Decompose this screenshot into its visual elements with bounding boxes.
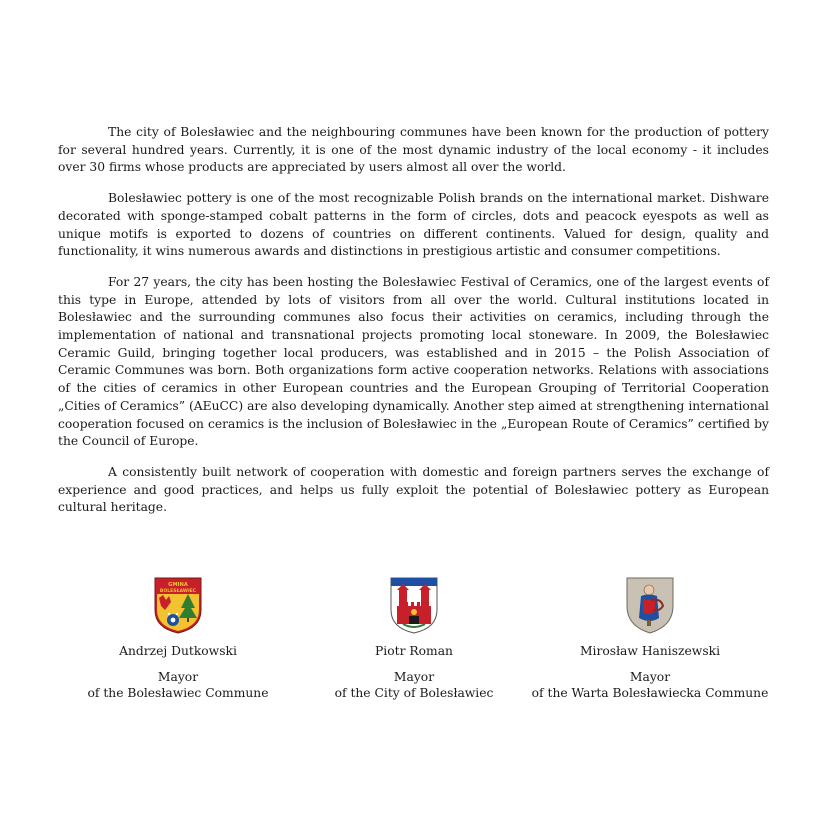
letter-body <box>58 124 769 530</box>
signatory-org: of the Bolesławiec Commune <box>87 686 269 700</box>
warta-boleslawiecka-crest-icon <box>625 576 675 634</box>
city-boleslawiec-crest-icon <box>389 576 439 634</box>
signatory-role: Mayor <box>157 670 199 684</box>
paragraph-4: A consistently built network of cooperation with domestic and foreign partners serves the exchange of experience and good practices, and helps us fully exploit the potential of Bolesławiec pottery as European cultural heritage. <box>58 464 769 515</box>
signatory-role: Mayor <box>393 670 435 684</box>
signatory-dutkowski <box>58 576 298 701</box>
signatures-block <box>58 576 769 716</box>
crest-text-bottom: BOLESŁAWIEC <box>159 589 197 594</box>
signatory-org: of the City of Bolesławiec <box>334 686 494 700</box>
signatory-haniszewski <box>530 576 770 701</box>
signatory-role: Mayor <box>629 670 671 684</box>
signatory-name: Mirosław Haniszewski <box>579 644 721 658</box>
signatory-roman <box>294 576 534 701</box>
signatory-name: Piotr Roman <box>375 644 453 658</box>
paragraph-1: The city of Bolesławiec and the neighbouring communes have been known for the production of pottery for several hundred years. Currently, it is one of the most dynamic industry of the local economy - it includes over 30 firms whose products are appreciated by users almost all over the world. <box>58 125 769 175</box>
paragraph-2: Bolesławiec pottery is one of the most recognizable Polish brands on the international market. Dishware decorated with sponge-stamped cobalt patterns in the form of circles, dots and peacock eyespots as well as unique motifs is exported to dozens of countries on different continents. Valued for design, quality and functionality, it wins numerous awards and distinctions in prestigious artistic and consumer competitions. <box>58 191 769 259</box>
paragraph-3: For 27 years, the city has been hosting the Bolesławiec Festival of Ceramics, one of the largest events of this type in Europe, attended by lots of visitors from all over the world. Cultural institutions located in Bolesławiec and the surrounding communes also focus their activities on ceramics, including through the implementation of national and transnational projects promoting local stoneware. In 2009, the Bolesławiec Ceramic Guild, bringing together local producers, was established and in 2015 – the Polish Association of Ceramic Communes was born. Both organizations form active cooperation networks. Relations with associations of the cities of ceramics in other European countries and the European Grouping of Territorial Cooperation „Cities of Ceramics” (AEuCC) are also developing dynamically. Another step aimed at strengthening international cooperation focused on ceramics is the inclusion of Bolesławiec in the „European Route of Ceramics” certified by the Council of Europe. <box>58 274 769 449</box>
signatory-name: Andrzej Dutkowski <box>119 644 237 658</box>
signatory-org: of the Warta Bolesławiecka Commune <box>531 686 769 700</box>
crest-text-top: GMINA <box>168 582 188 588</box>
gmina-boleslawiec-crest-icon <box>153 576 203 634</box>
